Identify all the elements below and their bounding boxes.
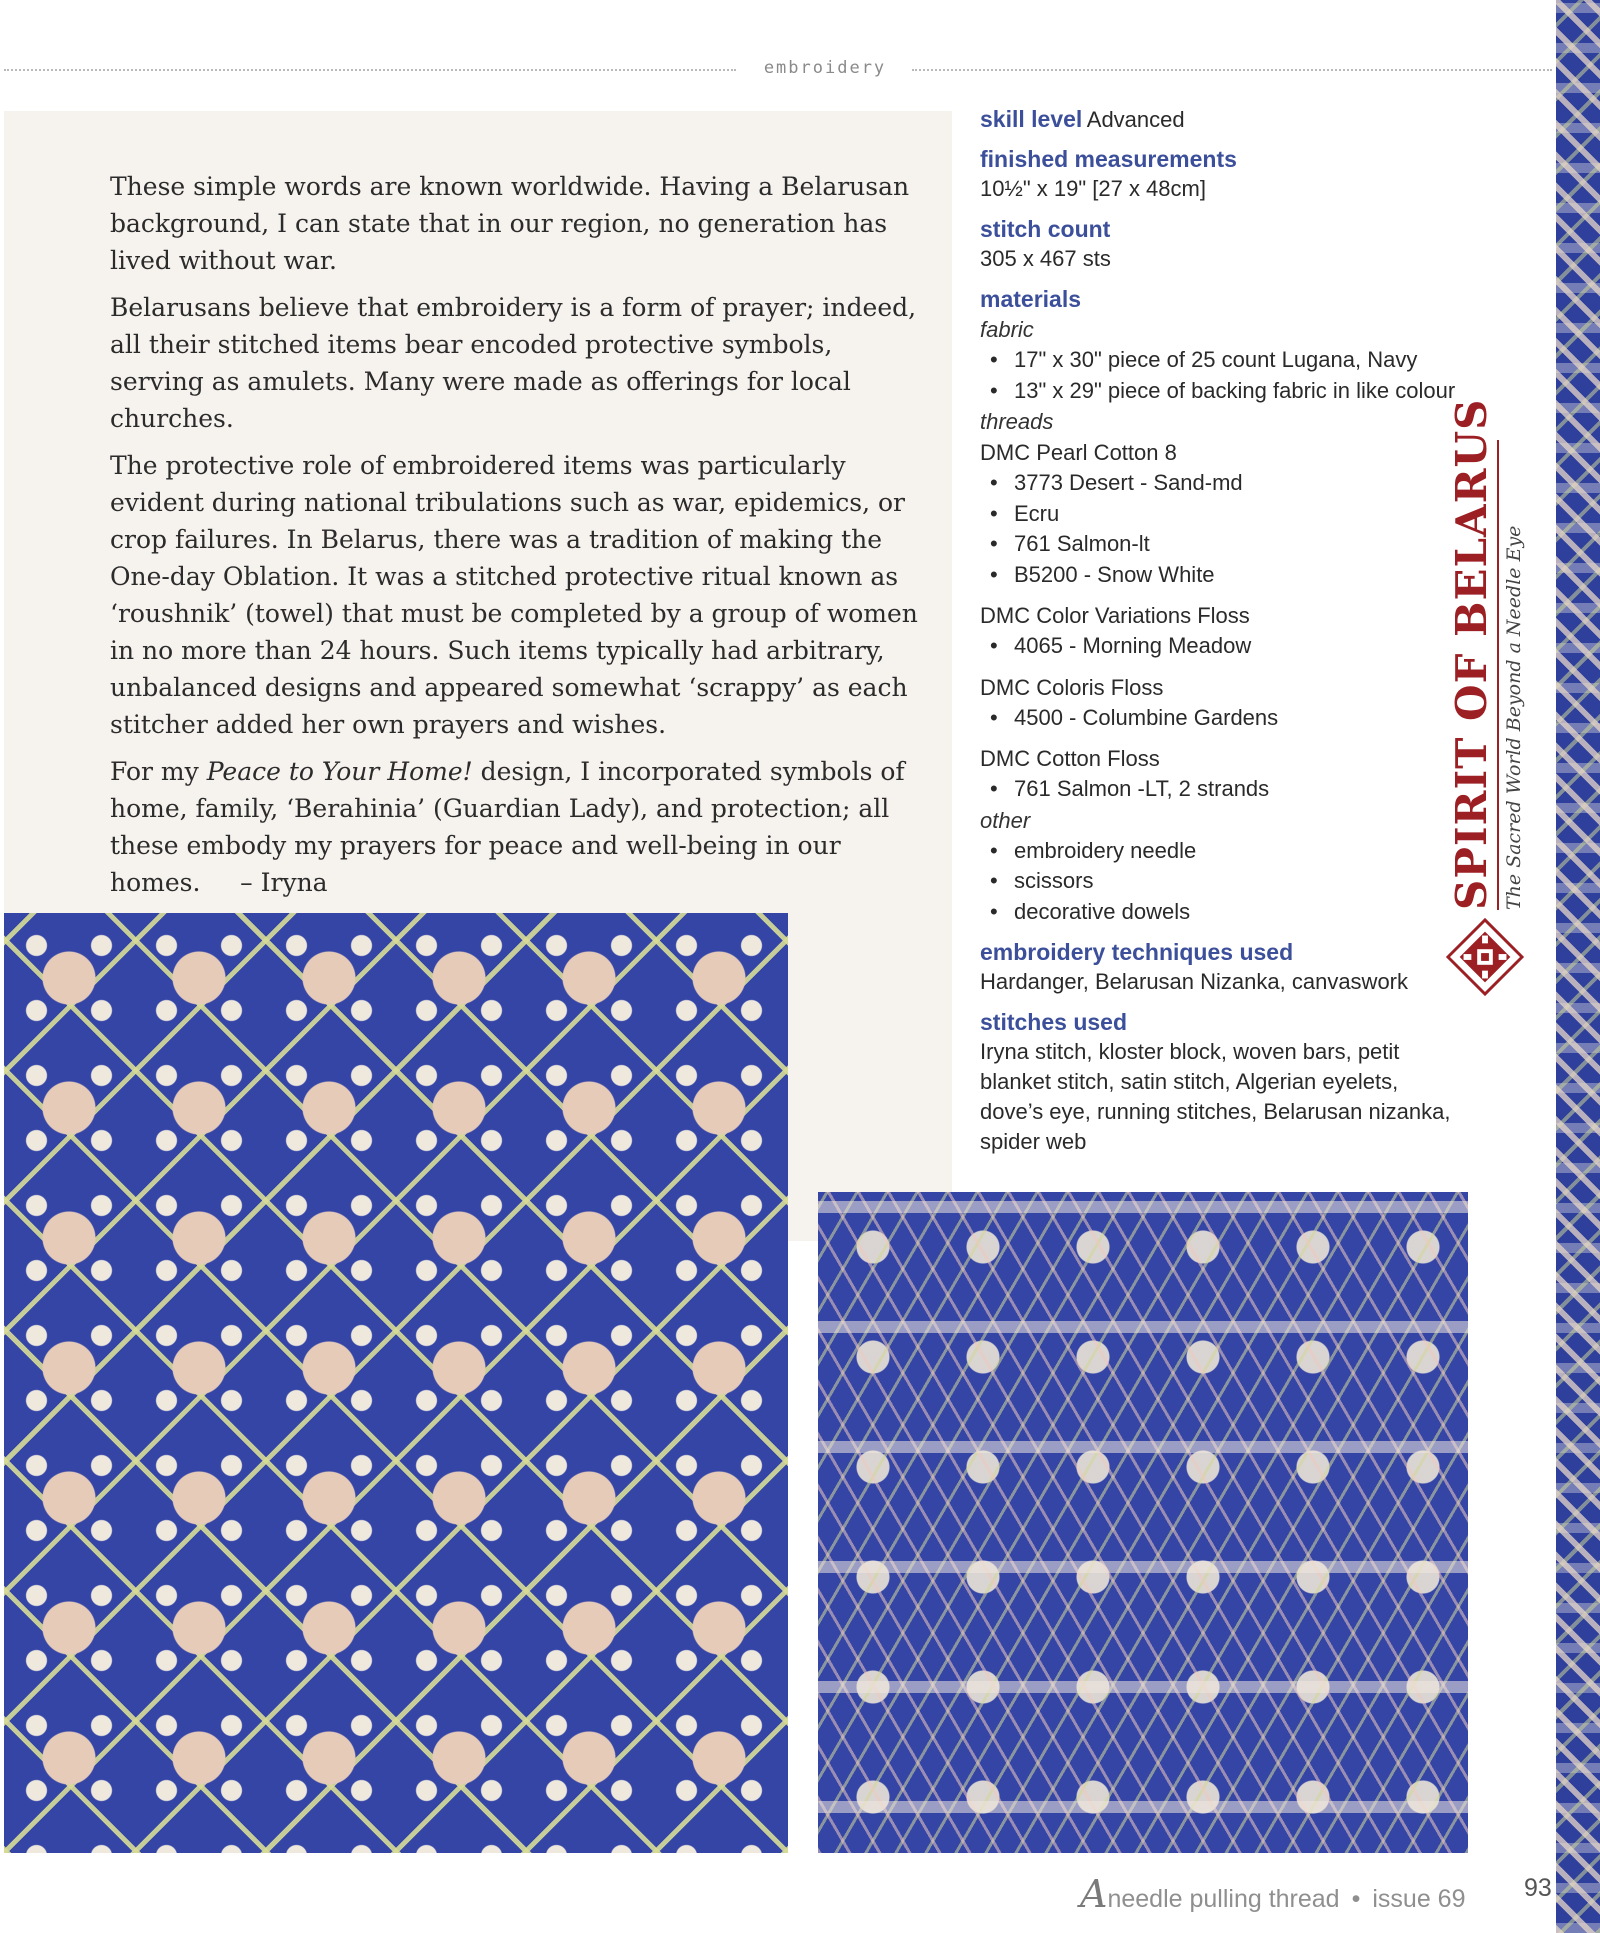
- other-item: • scissors: [980, 866, 1500, 897]
- thread-item: • 4500 - Columbine Gardens: [980, 703, 1500, 734]
- thread-list: [980, 774, 1500, 805]
- thread-group-name: DMC Color Variations Floss: [980, 603, 1250, 628]
- stitches-used: [980, 1007, 1500, 1157]
- skill-level: [980, 104, 1500, 134]
- issue-number: issue 69: [1372, 1885, 1466, 1913]
- other-item: • embroidery needle: [980, 836, 1500, 867]
- fabric-item: • 13" x 29" piece of backing fabric in like colour: [980, 376, 1500, 407]
- pattern-specs: [980, 104, 1500, 1167]
- thread-item: • B5200 - Snow White: [980, 560, 1500, 591]
- stitch-count-label: stitch count: [980, 216, 1111, 242]
- measurements-label: finished measurements: [980, 146, 1237, 172]
- materials: [980, 284, 1500, 927]
- book-title-vertical: [1447, 398, 1547, 910]
- thread-list: [980, 468, 1500, 590]
- final-before: For my: [110, 757, 207, 786]
- finished-measurements: [980, 144, 1500, 204]
- skill-level-value: Advanced: [1086, 107, 1185, 132]
- thread-item: • 761 Salmon-lt: [980, 529, 1500, 560]
- author-signature: – Iryna: [240, 868, 328, 897]
- thread-group-name: DMC Pearl Cotton 8: [980, 440, 1177, 465]
- other-item: • decorative dowels: [980, 897, 1500, 928]
- magazine-name: needle pulling thread: [1107, 1885, 1340, 1913]
- thread-list: [980, 703, 1500, 734]
- header-rule-right: [912, 69, 1552, 71]
- header-rule-left: [4, 69, 736, 71]
- stitch-count-value: 305 x 467 sts: [980, 246, 1111, 271]
- stitches-value: Iryna stitch, kloster block, woven bars, petit blanket stitch, satin stitch, Algerian eyelets, dove’s eye, running stitches, Belarusan nizanka, spider web: [980, 1039, 1451, 1154]
- story-paragraph-1: These simple words are known worldwide. Having a Belarusan background, I can state that in our region, no generation has lived without war.: [110, 172, 910, 275]
- techniques-value: Hardanger, Belarusan Nizanka, canvaswork: [980, 969, 1409, 994]
- footer-separator: •: [1351, 1885, 1361, 1913]
- thread-group-name: DMC Cotton Floss: [980, 746, 1160, 771]
- book-subtitle: The Sacred World Beyond a Needle Eye: [1503, 525, 1525, 910]
- thread-list: [980, 631, 1500, 662]
- embroidery-border-strip: [1556, 0, 1600, 1933]
- stitches-label: stitches used: [980, 1009, 1127, 1035]
- thread-item: • 761 Salmon -LT, 2 strands: [980, 774, 1500, 805]
- final-after: design, I incorporated symbols of home, family, ‘Berahinia’ (Guardian Lady), and protection; all these embody my prayers for peace and well-being in our homes.: [110, 757, 905, 897]
- thread-item: • 4065 - Morning Meadow: [980, 631, 1500, 662]
- fabric-item: • 17" x 30" piece of 25 count Lugana, Navy: [980, 345, 1500, 376]
- thread-group-name: DMC Coloris Floss: [980, 674, 1164, 700]
- magazine-footer: [1080, 1872, 1540, 1916]
- techniques-label: embroidery techniques used: [980, 939, 1294, 965]
- threads-label: threads: [980, 409, 1054, 434]
- fabric-label: fabric: [980, 317, 1034, 342]
- skill-level-label: skill level: [980, 106, 1083, 132]
- thread-item: • 3773 Desert - Sand-md: [980, 468, 1500, 499]
- belarus-ornament-icon: [1446, 918, 1524, 996]
- fabric-list: [980, 345, 1500, 406]
- story-paragraph-4: [110, 753, 920, 901]
- other-label: other: [980, 807, 1031, 833]
- materials-label: materials: [980, 286, 1082, 312]
- embroidery-photo-bands: [818, 1192, 1468, 1853]
- design-title: Peace to Your Home!: [206, 757, 473, 786]
- thread-item: • Ecru: [980, 499, 1500, 530]
- section-label: embroidery: [763, 58, 887, 78]
- logo-initial: A: [1080, 1872, 1108, 1916]
- story-paragraph-2: Belarusans believe that embroidery is a form of prayer; indeed, all their stitched items bear encoded protective symbols, serving as amulets. Many were made as offerings for local churches.: [110, 293, 917, 433]
- techniques: [980, 937, 1500, 997]
- page-number: 93: [1524, 1874, 1552, 1902]
- story-paragraph-3: The protective role of embroidered items was particularly evident during national tribulations such as war, epidemics, or crop failures. In Belarus, there was a tradition of making the One-day Oblation. It was a stitched protective ritual known as ‘roushnik’ (towel) that must be completed by a group of women in no more than 24 hours. Such items typically had arbitrary, unbalanced designs and appeared somewhat ‘scrappy’ as each stitcher added her own prayers and wishes.: [110, 451, 918, 739]
- stitch-count: [980, 214, 1500, 274]
- book-title: SPIRIT OF BELARUS: [1447, 440, 1499, 910]
- embroidery-photo-closeup: [4, 913, 788, 1853]
- story-text: [110, 168, 920, 911]
- measurements-value: 10½" x 19" [27 x 48cm]: [980, 176, 1206, 201]
- other-list: [980, 836, 1500, 928]
